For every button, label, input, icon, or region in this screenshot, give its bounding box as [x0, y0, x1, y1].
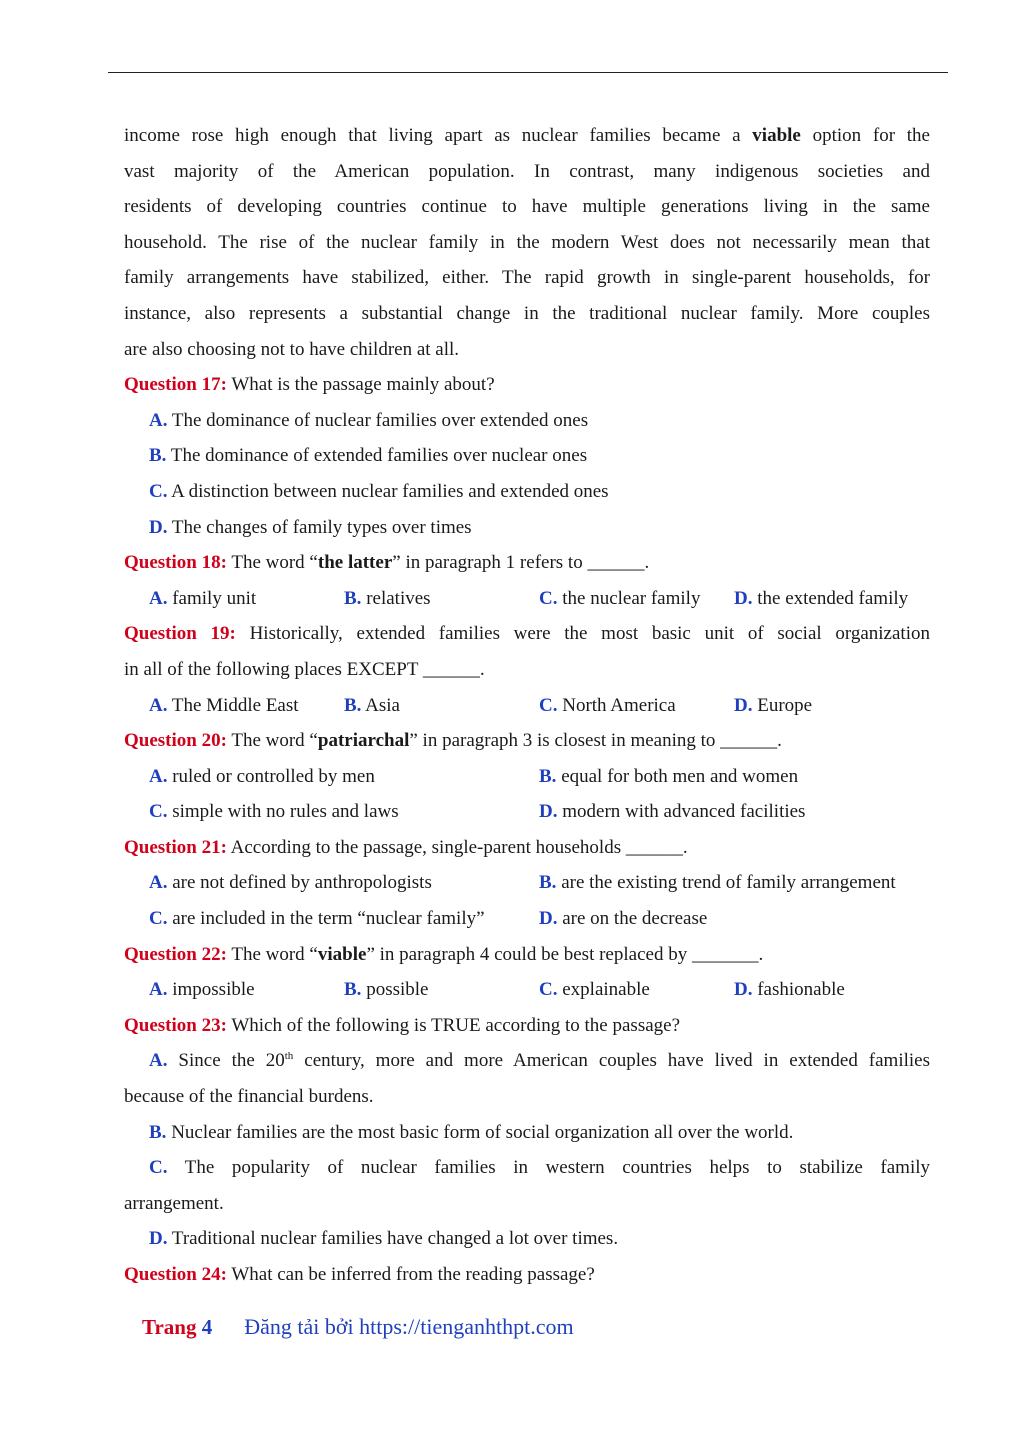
option-b[interactable]: B. equal for both men and women [539, 765, 799, 787]
option-b[interactable]: B. The dominance of extended families over nuclear ones [149, 445, 588, 467]
options-row [124, 759, 930, 795]
question-label: Question 23: [124, 1014, 227, 1036]
option-a-cont: because of the financial burdens. [124, 1086, 374, 1108]
question-label: Question 24: [124, 1264, 227, 1285]
options-row [124, 581, 930, 617]
options-row [124, 688, 930, 724]
passage-line: income rose high enough that living apart as nuclear families became a viable option for the [124, 125, 930, 146]
option-a[interactable]: A. family unit [149, 587, 257, 609]
passage-line: residents of developing countries continue to have multiple generations living in the same [124, 196, 930, 218]
question-19-cont: in all of the following places EXCEPT ______. [124, 658, 485, 680]
option-a[interactable]: A. The Middle East [149, 694, 299, 716]
option-a[interactable]: A. impossible [149, 979, 255, 1001]
option-b[interactable]: B. possible [344, 979, 429, 1001]
uploaded-by-link[interactable]: Đăng tải bởi https://tienganhthpt.com [244, 1314, 574, 1339]
options-row [124, 865, 930, 901]
page-body [124, 118, 930, 1293]
option-a[interactable]: A. are not defined by anthropologists [149, 872, 432, 894]
question-21: Question 21: According to the passage, single-parent households ______. [124, 836, 688, 858]
header-rule [108, 72, 948, 73]
question-18: Question 18: The word “the latter” in paragraph 1 refers to ______. [124, 552, 650, 574]
question-label: Question 18: [124, 552, 227, 574]
options-row [124, 972, 930, 1008]
options-row [124, 794, 930, 830]
option-c[interactable]: C. are included in the term “nuclear family” [149, 908, 485, 930]
options-row [124, 901, 930, 937]
question-label: Question 20: [124, 730, 227, 752]
option-b[interactable]: B. Nuclear families are the most basic form of social organization all over the world. [149, 1121, 794, 1143]
option-c[interactable]: C. simple with no rules and laws [149, 801, 399, 823]
option-a[interactable]: A. Since the 20th century, more and more American couples have lived in extended families [149, 1050, 930, 1072]
option-c[interactable]: C. North America [539, 694, 676, 716]
option-c[interactable]: C. The popularity of nuclear families in western countries helps to stabilize family [149, 1157, 930, 1179]
option-c[interactable]: C. the nuclear family [539, 587, 701, 609]
question-24: Question 24: What can be inferred from the reading passage? [124, 1264, 595, 1285]
option-a[interactable]: A. ruled or controlled by men [149, 765, 375, 787]
question-20: Question 20: The word “patriarchal” in paragraph 3 is closest in meaning to ______. [124, 730, 782, 752]
question-19: Question 19: Historically, extended families were the most basic unit of social organization [124, 623, 930, 645]
option-c[interactable]: C. explainable [539, 979, 650, 1001]
option-d[interactable]: D. modern with advanced facilities [539, 801, 806, 823]
passage-line: vast majority of the American population. In contrast, many indigenous societies and [124, 160, 930, 182]
option-c[interactable]: C. A distinction between nuclear families and extended ones [149, 480, 609, 502]
question-23: Question 23: Which of the following is TRUE according to the passage? [124, 1014, 681, 1036]
option-b[interactable]: B. Asia [344, 694, 400, 716]
page-footer [142, 1314, 574, 1340]
page-label: Trang [142, 1315, 202, 1339]
option-d[interactable]: D. fashionable [734, 979, 845, 1001]
passage-line: instance, also represents a substantial change in the traditional nuclear family. More couples [124, 302, 930, 324]
option-b[interactable]: B. are the existing trend of family arrangement [539, 872, 896, 894]
option-d[interactable]: D. are on the decrease [539, 908, 708, 930]
passage-line: family arrangements have stabilized, either. The rapid growth in single-parent households, for [124, 267, 930, 289]
option-b[interactable]: B. relatives [344, 587, 431, 609]
option-d[interactable]: D. Traditional nuclear families have changed a lot over times. [149, 1228, 619, 1250]
option-d[interactable]: D. The changes of family types over times [149, 516, 472, 538]
page-number: 4 [201, 1315, 213, 1339]
bold-word: viable [752, 125, 801, 146]
question-label: Question 21: [124, 836, 227, 858]
option-d[interactable]: D. Europe [734, 694, 813, 716]
passage-line: household. The rise of the nuclear family in the modern West does not necessarily mean that [124, 231, 930, 253]
option-c-cont: arrangement. [124, 1192, 224, 1214]
passage-line: are also choosing not to have children at all. [124, 338, 460, 360]
question-17: Question 17: What is the passage mainly about? [124, 374, 495, 396]
question-label: Question 19: [124, 623, 236, 645]
question-22: Question 22: The word “viable” in paragraph 4 could be best replaced by _______. [124, 943, 764, 965]
question-label: Question 17: [124, 374, 227, 396]
question-label: Question 22: [124, 943, 227, 965]
option-d[interactable]: D. the extended family [734, 587, 909, 609]
option-a[interactable]: A. The dominance of nuclear families over extended ones [149, 409, 589, 431]
